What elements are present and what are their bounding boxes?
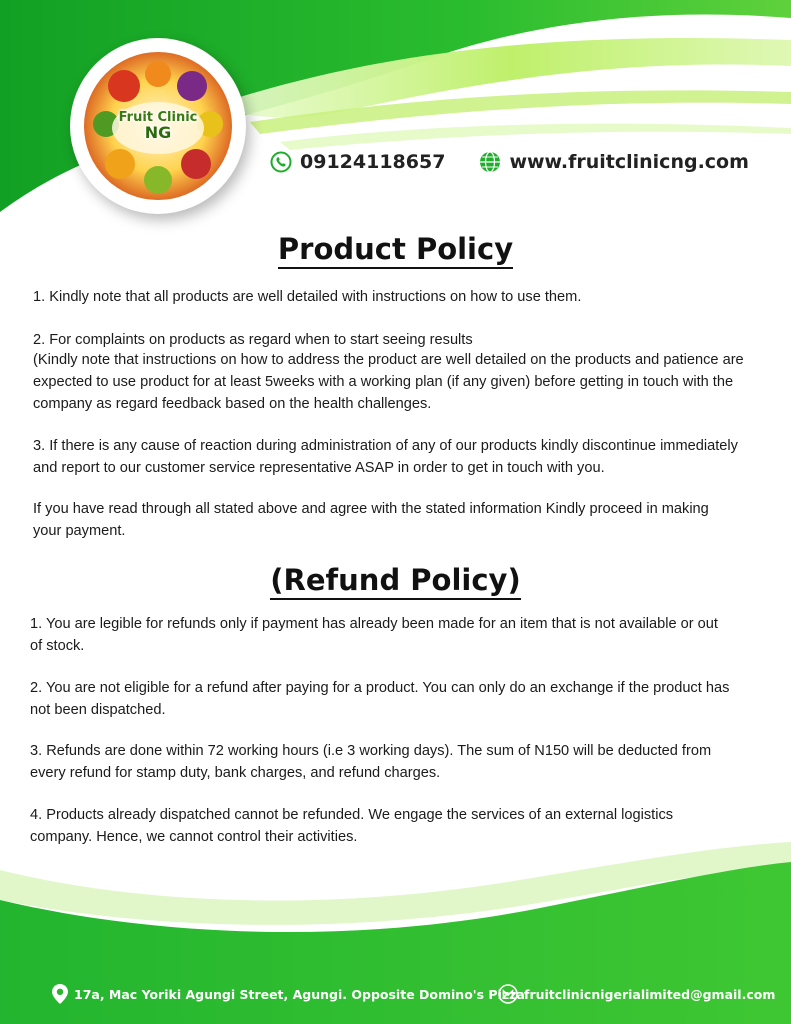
- phone-icon: [270, 151, 292, 173]
- product-policy-item-3: 3. If there is any cause of reaction during administration of any of our products kindly discontinue immediately and report to our customer service representative ASAP in order to get in touch with you.: [33, 438, 738, 476]
- refund-policy-item-2: 2. You are not eligible for a refund after paying for a product. You can only do an exchange if the product has not been dispatched.: [30, 680, 730, 718]
- footer-email[interactable]: [498, 984, 775, 1004]
- product-policy-item-2-heading: 2. For complaints on products as regard when to start seeing results: [33, 332, 473, 348]
- refund-policy-title-text: (Refund Policy): [270, 563, 520, 600]
- product-policy-title-text: Product Policy: [278, 232, 513, 269]
- footer-email-text: fruitclinicnigerialimited@gmail.com: [524, 986, 776, 1002]
- location-pin-icon: [52, 984, 68, 1004]
- product-policy-item-2-body: (Kindly note that instructions on how to address the product are well detailed on the products and patience are expected to use product for at least 5weeks with a working plan (if any given) before getting in touch with the company as regard feedback based on the health challenges.: [33, 352, 744, 412]
- logo-fruit-collage: [84, 52, 232, 200]
- email-icon: [498, 984, 518, 1004]
- refund-policy-title: [0, 563, 791, 597]
- footer-address-text: 17a, Mac Yoriki Agungi Street, Agungi. Opposite Domino's Pizza: [74, 986, 525, 1002]
- company-logo: [70, 38, 246, 214]
- logo-wordmark: [102, 110, 214, 140]
- logo-text-line1: Fruit Clinic: [118, 110, 198, 125]
- product-policy-item-1: 1. Kindly note that all products are well detailed with instructions on how to use them.: [33, 289, 582, 305]
- globe-icon: [479, 151, 501, 173]
- product-policy-agreement: If you have read through all stated above and agree with the stated information Kindly proceed in making your payment.: [33, 501, 709, 539]
- website-contact[interactable]: [479, 151, 748, 173]
- phone-contact[interactable]: [270, 151, 445, 173]
- website-url: www.fruitclinicng.com: [509, 151, 749, 173]
- phone-number: 09124118657: [300, 151, 446, 173]
- refund-policy-item-3: 3. Refunds are done within 72 working hours (i.e 3 working days). The sum of N150 will be deducted from every refund for stamp duty, bank charges, and refund charges.: [30, 743, 712, 781]
- logo-text-line2: NG: [144, 123, 172, 142]
- footer: [0, 980, 791, 1008]
- refund-policy-item-4: 4. Products already dispatched cannot be refunded. We engage the services of an external logistics company. Hence, we cannot control their activities.: [30, 807, 674, 845]
- product-policy-title: [0, 232, 791, 266]
- contact-row: [270, 147, 749, 177]
- refund-policy-item-1: 1. You are legible for refunds only if payment has already been made for an item that is not available or out of stock.: [30, 616, 718, 654]
- footer-address[interactable]: [52, 984, 525, 1004]
